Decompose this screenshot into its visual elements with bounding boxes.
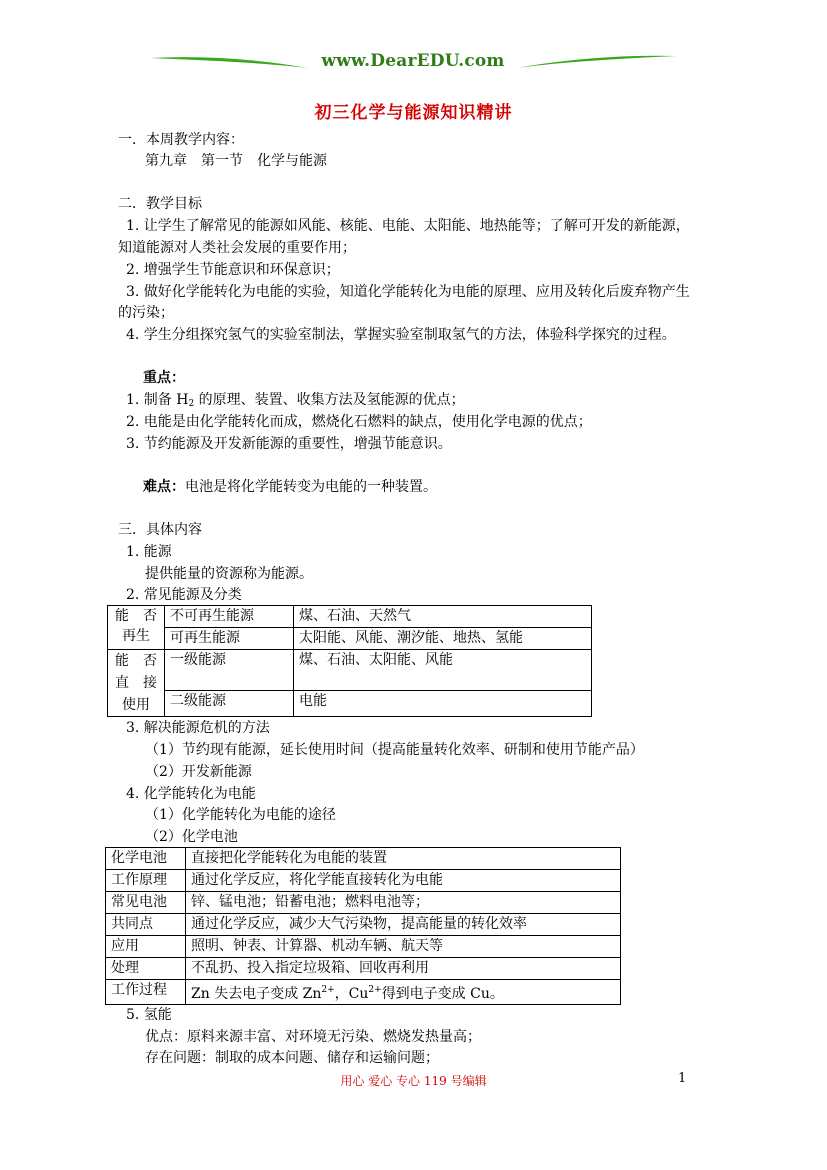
table-cell: 可再生能源 [165, 628, 294, 650]
point4-item-1: （1）化学能转化为电能的途径 [145, 807, 336, 823]
point4-title: 4. 化学能转化为电能 [126, 786, 256, 802]
goal-item-3: 3. 做好化学能转化为电能的实验，知道化学能转化为电能的原理、应用及转化后废弃物产生 [126, 284, 690, 300]
table-cell: 一级能源 [165, 650, 294, 691]
chemical-battery-table [105, 847, 621, 1005]
point5-issues: 存在问题：制取的成本问题、储存和运输问题； [145, 1050, 439, 1066]
difficulty-text: 电池是将化学能转变为电能的一种装置。 [185, 479, 437, 495]
table-cell: 化学电池 [106, 848, 186, 870]
table-cell: 应用 [106, 936, 186, 958]
goal-item-4: 4. 学生分组探究氢气的实验室制法，掌握实验室制取氢气的方法，体验科学探究的过程。 [126, 327, 676, 343]
table-row [106, 870, 621, 892]
table-cell: 不可再生能源 [165, 606, 294, 628]
point2-title: 2. 常见能源及分类 [126, 587, 242, 603]
table-cell: 照明、钟表、计算器、机动车辆、航天等 [186, 936, 621, 958]
table-row [106, 914, 621, 936]
goal-item-2: 2. 增强学生节能意识和环保意识； [126, 262, 340, 278]
table-cell: 煤、石油、太阳能、风能 [294, 650, 592, 691]
table-row [106, 892, 621, 914]
table-row [106, 980, 621, 1005]
point1-title: 1. 能源 [126, 544, 172, 560]
table-cell: 通过化学反应，减少大气污染物，提高能量的转化效率 [186, 914, 621, 936]
table-cell: 二级能源 [165, 690, 294, 716]
section3-heading: 三．具体内容 [118, 522, 202, 538]
table-row [108, 650, 592, 691]
difficulty-line [143, 477, 437, 497]
point3-title: 3. 解决能源危机的方法 [126, 720, 270, 736]
page-footer: 用心 爱心 专心 119 号编辑 [340, 1074, 487, 1088]
goal-item-1: 1. 让学生了解常见的能源如风能、核能、电能、太阳能、地热能等；了解可开发的新能源， [126, 218, 690, 234]
point1-definition: 提供能量的资源称为能源。 [145, 566, 313, 582]
table-cell: 煤、石油、天然气 [294, 606, 592, 628]
point5-title: 5. 氢能 [126, 1007, 172, 1023]
table-cell: 共同点 [106, 914, 186, 936]
key-point-2: 2. 电能是由化学能转化而成，燃烧化石燃料的缺点，使用化学电源的优点； [126, 414, 592, 430]
difficulty-label: 难点： [143, 479, 185, 495]
table-cell: 通过化学反应，将化学能直接转化为电能 [186, 870, 621, 892]
table-row [106, 936, 621, 958]
table-cell: 工作过程 [106, 980, 186, 1005]
point3-item-1: （1）节约现有能源，延长使用时间（提高能量转化效率、研制和使用节能产品） [145, 742, 644, 758]
point4-item-2: （2）化学电池 [145, 829, 238, 845]
site-banner [148, 48, 678, 78]
table-cell: 太阳能、风能、潮汐能、地热、氢能 [294, 628, 592, 650]
table-row [108, 628, 592, 650]
section1-heading: 一．本周教学内容： [118, 132, 244, 148]
goal-item-1-cont: 知道能源对人类社会发展的重要作用； [118, 240, 356, 256]
table-cell-group-label: 能 否 直 接 使用 [108, 650, 165, 717]
key-point-1: 1. 制备 $H_2$ 的原理、装置、收集方法及氢能源的优点； [126, 392, 465, 409]
table-cell: 锌、锰电池；铅蓄电池；燃料电池等； [186, 892, 621, 914]
table-row [108, 690, 592, 716]
banner-site-text: www.DearEDU.com [321, 51, 505, 71]
table-row [106, 958, 621, 980]
key-point-3: 3. 节约能源及开发新能源的重要性，增强节能意识。 [126, 436, 452, 452]
table-cell: 工作原理 [106, 870, 186, 892]
table-cell: 电能 [294, 690, 592, 716]
table-cell: 直接把化学能转化为电能的装置 [186, 848, 621, 870]
section1-content: 第九章 第一节 化学与能源 [145, 153, 327, 169]
key-points-label: 重点： [143, 370, 185, 386]
table-cell-group-label: 能 否 再生 [108, 606, 165, 650]
table-cell: 处理 [106, 958, 186, 980]
goal-item-3-cont: 的污染； [118, 305, 174, 321]
table-cell: 不乱扔、投入指定垃圾箱、回收再利用 [186, 958, 621, 980]
table-row [108, 606, 592, 628]
energy-classification-table [107, 605, 592, 717]
point3-item-2: （2）开发新能源 [145, 764, 252, 780]
table-cell-work-process: Zn 失去电子变成 $Zn^{2+}$，$Cu^{2+}$得到电子变成 Cu。 [186, 980, 621, 1005]
table-row [106, 848, 621, 870]
section2-heading: 二．教学目标 [118, 196, 202, 212]
point5-advantages: 优点：原料来源丰富、对环境无污染、燃烧发热量高； [145, 1029, 481, 1045]
page-title: 初三化学与能源知识精讲 [314, 103, 513, 123]
table-cell: 常见电池 [106, 892, 186, 914]
page-number: 1 [678, 1071, 687, 1086]
